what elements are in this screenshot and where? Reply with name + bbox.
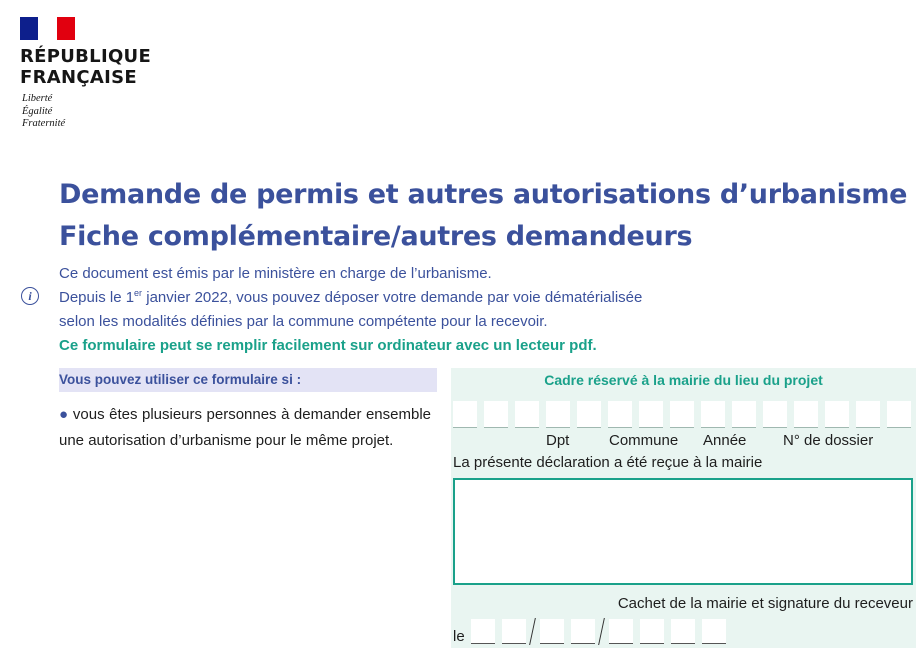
reserved-panel-title: Cadre réservé à la mairie du lieu du projet [544, 372, 823, 388]
republic-name [20, 46, 151, 88]
dossier-char-box[interactable] [484, 401, 508, 428]
dossier-char-box[interactable] [577, 401, 601, 428]
motto-fraternite: Fraternité [22, 118, 66, 129]
date-year-box[interactable] [640, 619, 664, 644]
dossier-number-boxes [453, 401, 911, 428]
dossier-char-box[interactable] [701, 401, 725, 428]
dossier-char-box[interactable] [887, 401, 911, 428]
usage-bullet [59, 402, 431, 454]
date-month-box[interactable] [571, 619, 595, 644]
republic-line2: FRANÇAISE [20, 67, 137, 88]
label-commune: Commune [609, 432, 679, 449]
date-prefix: le [453, 628, 465, 645]
date-year-box[interactable] [609, 619, 633, 644]
info-line3: selon les modalités définies par la commune compétente pour la recevoir. [59, 313, 548, 330]
dossier-char-box[interactable] [639, 401, 663, 428]
label-dossier: N° de dossier [783, 432, 874, 449]
dossier-labels [453, 430, 913, 452]
stamp-area[interactable] [453, 478, 913, 585]
date-separator [597, 618, 607, 644]
republic-flag-logo [20, 17, 75, 40]
info-text [59, 262, 642, 358]
dossier-char-box[interactable] [732, 401, 756, 428]
date-separator [528, 618, 538, 644]
usage-header-label: Vous pouvez utiliser ce formulaire si : [59, 372, 302, 387]
date-day-box[interactable] [471, 619, 495, 644]
declaration-received-text: La présente déclaration a été reçue à la mairie [453, 454, 763, 471]
motto-liberte: Liberté [22, 93, 53, 104]
dossier-char-box[interactable] [608, 401, 632, 428]
date-year-box[interactable] [702, 619, 726, 644]
republic-motto [22, 93, 65, 131]
usage-bullet-text: vous êtes plusieurs personnes à demander ensemble une autorisation d’urbanisme pour le même projet. [59, 406, 432, 449]
dossier-char-box[interactable] [794, 401, 818, 428]
stamp-signature-label: Cachet de la mairie et signature du receveur [617, 595, 913, 612]
label-dpt: Dpt [546, 432, 570, 449]
info-icon: i [21, 287, 39, 305]
date-month-box[interactable] [540, 619, 564, 644]
usage-header [59, 368, 437, 392]
dossier-char-box[interactable] [546, 401, 570, 428]
dossier-char-box[interactable] [670, 401, 694, 428]
date-day-box[interactable] [502, 619, 526, 644]
dossier-char-box[interactable] [825, 401, 849, 428]
info-line2: Depuis le 1er janvier 2022, vous pouvez déposer votre demande par voie dématérialisée [59, 288, 643, 306]
dossier-char-box[interactable] [515, 401, 539, 428]
dossier-char-box[interactable] [763, 401, 787, 428]
date-boxes [471, 618, 733, 644]
info-pdf-note: Ce formulaire peut se remplir facilement sur ordinateur avec un lecteur pdf. [59, 337, 597, 354]
title-line1: Demande de permis et autres autorisations d’urbanisme [59, 179, 908, 210]
title-line2: Fiche complémentaire/autres demandeurs [59, 221, 693, 252]
dossier-char-box[interactable] [856, 401, 880, 428]
dossier-char-box[interactable] [453, 401, 477, 428]
bullet-icon: ● [59, 406, 73, 423]
info-line1: Ce document est émis par le ministère en charge de l’urbanisme. [59, 265, 492, 282]
page-title [59, 174, 907, 258]
motto-egalite: Égalité [22, 105, 53, 117]
label-annee: Année [703, 432, 747, 449]
date-year-box[interactable] [671, 619, 695, 644]
republic-line1: RÉPUBLIQUE [20, 46, 152, 67]
